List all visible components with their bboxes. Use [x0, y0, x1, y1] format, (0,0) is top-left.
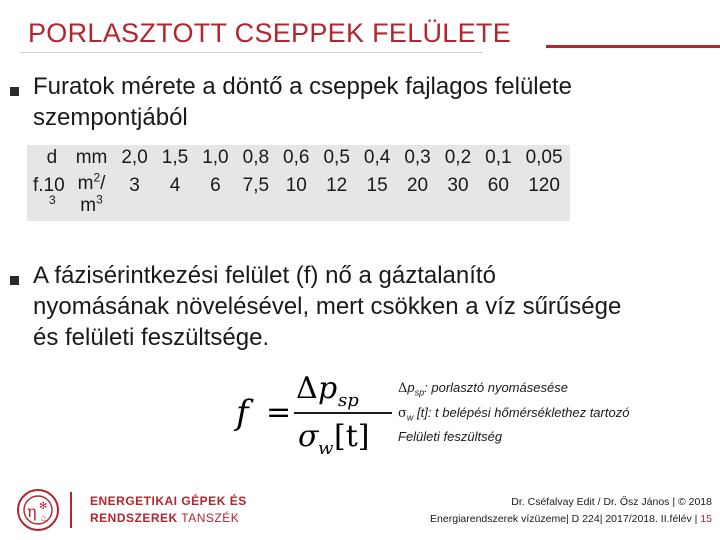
table-cell: 20 — [406, 175, 429, 196]
table-cell: 4 — [169, 175, 181, 196]
fraction-bar — [294, 412, 392, 414]
formula-p: p — [318, 371, 338, 406]
logo-text-line-2: RENDSZEREK TANSZÉK — [90, 511, 240, 525]
legend-line-1: $\Delta p_{sp}$: porlasztó nyomásesése — [398, 380, 568, 398]
unit-exp: 2 — [93, 170, 101, 185]
page-number: 15 — [700, 513, 712, 525]
table-row-label — [27, 173, 69, 221]
droplet-table — [27, 145, 570, 221]
table-row-diameter — [27, 145, 570, 173]
formula-lhs: f — [236, 393, 249, 433]
unit-slash: / — [100, 173, 106, 194]
table-row-label-sub: 3 — [49, 193, 56, 207]
unit-main: m — [77, 173, 94, 194]
logo-divider — [70, 492, 72, 528]
table-cell: 0,1 — [485, 147, 512, 168]
formula-arg: [t] — [334, 419, 370, 454]
bullet-marker — [10, 276, 19, 285]
logo-text-line-1: ENERGETIKAI GÉPEK ÉS — [90, 494, 247, 508]
table-cell: 6 — [210, 175, 221, 196]
slide-footer — [430, 494, 712, 528]
table-cell: 0,8 — [242, 147, 270, 168]
legend-line-2: $\sigma_w$ [t]: t belépési hőmérséklethez tartozó — [398, 404, 630, 423]
formula-sigma-sub: w — [318, 438, 334, 459]
footer-course: Energiarendszerek vízüzeme| D 224| 2017/2018. II.félév | 15 — [430, 513, 712, 525]
table-row-label-main: f.10 — [33, 175, 65, 196]
title-accent-bar — [546, 45, 720, 48]
table-cell: 30 — [447, 175, 469, 196]
formula-legend — [398, 378, 629, 446]
table-cell: 2,0 — [121, 147, 148, 168]
legend-line-3: Felületi feszültség — [398, 429, 503, 445]
bullet-marker — [10, 87, 19, 96]
formula-p-sub: sp — [338, 390, 359, 411]
table-row-unit — [69, 170, 115, 221]
unit-line2: m — [80, 195, 97, 216]
table-row-unit: mm — [75, 147, 108, 168]
table-cell: 3 — [129, 175, 140, 196]
formula-sigma: σ — [298, 419, 319, 454]
table-cell: 1,0 — [202, 147, 229, 168]
table-row-label: d — [46, 147, 58, 168]
table-cell: 7,5 — [242, 175, 270, 196]
bullet-text-1: Furatok mérete a döntő a cseppek fajlagos felülete szempontjából — [33, 73, 572, 131]
table-cell: 0,6 — [283, 147, 310, 168]
table-cell: 0,05 — [525, 147, 563, 168]
footer-authors: Dr. Cséfalvay Edit / Dr. Ősz János | © 2018 — [511, 496, 712, 508]
table-cell: 0,3 — [404, 147, 431, 168]
formula — [232, 362, 402, 462]
table-cell: 15 — [366, 175, 388, 196]
table-cell: 60 — [487, 175, 509, 196]
slide-title: PORLASZTOTT CSEPPEK FELÜLETE — [28, 18, 512, 48]
unit-line2-exp: 3 — [96, 192, 103, 207]
logo-eta-icon: η — [27, 502, 37, 521]
table-cell: 10 — [285, 175, 307, 196]
table-cell: 0,5 — [323, 147, 350, 168]
table-cell: 0,4 — [363, 147, 391, 168]
formula-delta: Δ — [296, 371, 318, 406]
table-row-surface — [27, 173, 570, 221]
bullet-text-2: A fázisérintkezési felület (f) nő a gáztalanító nyomásának növelésével, mert csökken a víz sűrűsége és felületi feszültsége. — [33, 262, 622, 351]
table-cell: 0,2 — [444, 147, 472, 168]
table-cell: 120 — [528, 175, 560, 196]
logo-snowflake-icon: ✻ — [39, 501, 48, 512]
logo-flame-icon: ♨ — [40, 513, 49, 524]
formula-equals: = — [266, 395, 292, 430]
table-cell: 1,5 — [161, 147, 189, 168]
title-underline — [20, 52, 482, 53]
table-cell: 12 — [326, 175, 348, 196]
